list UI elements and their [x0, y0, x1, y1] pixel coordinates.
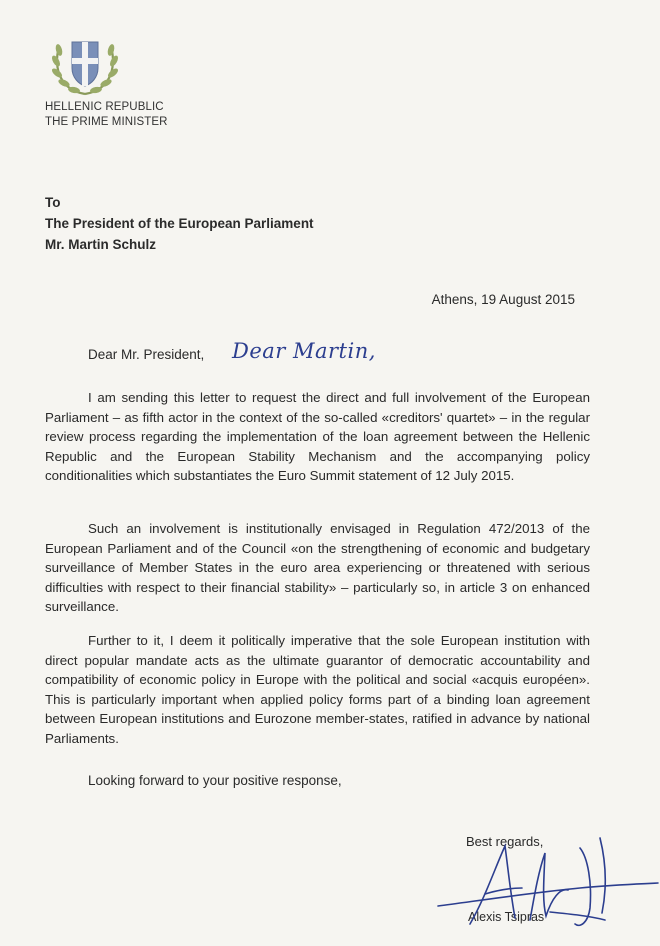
paragraph-3-text: Further to it, I deem it politically imperative that the sole European institution with direct popular mandate acts as the ultimate guarantor of democratic accountability and compatibility of economic policy in Europe with the political and social «acquis européen». This is particularly important when applied policy forms part of a binding loan agreement between European institutions and Eurozone member-states, ratified in advance by national Parliaments. — [45, 633, 590, 746]
letterhead-line-2: THE PRIME MINISTER — [45, 116, 168, 128]
paragraph-1 — [45, 388, 590, 486]
recipient-to: To — [45, 195, 61, 210]
letterhead — [45, 100, 168, 130]
signoff: Best regards, — [466, 834, 544, 849]
letterhead-line-1: HELLENIC REPUBLIC — [45, 101, 164, 113]
paragraph-2-text: Such an involvement is institutionally envisaged in Regulation 472/2013 of the European Parliament and of the Council «on the strengthening of economic and budgetary surveillance of Member States in the euro area experiencing or threatened with serious difficulties with respect to their financial stability» – particularly so, in article 3 on enhanced surveillance. — [45, 521, 590, 614]
recipient-title: The President of the European Parliament — [45, 216, 314, 231]
handwritten-salutation: Dear Martin, — [232, 339, 376, 363]
signatory-name: Alexis Tsipras — [468, 910, 545, 924]
paragraph-2 — [45, 519, 590, 617]
closing-line: Looking forward to your positive response, — [88, 773, 342, 788]
paragraph-1-text: I am sending this letter to request the direct and full involvement of the European Parliament – as fifth actor in the context of the so-called «creditors' quartet» – in the regular review process regarding the implementation of the loan agreement between the Hellenic Republic and the European Stability Mechanism and the accompanying policy conditionalities which substantiates the Euro Summit statement of 12 July 2015. — [45, 390, 590, 483]
letter-date: Athens, 19 August 2015 — [431, 292, 575, 307]
recipient-name: Mr. Martin Schulz — [45, 237, 157, 252]
signature-icon — [430, 828, 660, 938]
paragraph-3 — [45, 631, 590, 748]
coat-of-arms-icon — [47, 28, 123, 100]
recipient-block — [45, 192, 314, 255]
salutation: Dear Mr. President, — [88, 347, 205, 362]
